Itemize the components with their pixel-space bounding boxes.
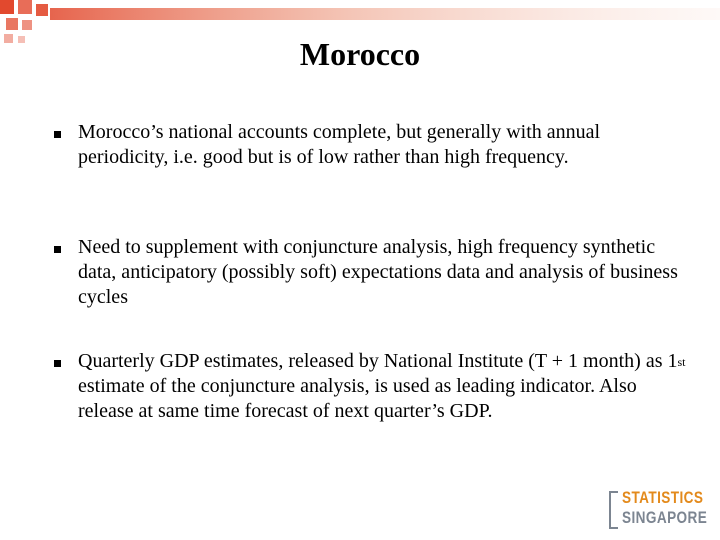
- statistics-singapore-logo: [608, 488, 708, 536]
- bullet-text-part: Quarterly GDP estimates, released by National Institute (T + 1 month) as 1: [78, 350, 678, 372]
- bullet-text: Morocco’s national accounts complete, but generally with annual periodicity, i.e. good but is of low rather than high frequency.: [78, 121, 601, 168]
- logo-line-2: SINGAPORE: [622, 508, 708, 527]
- slide-title: Morocco: [299, 36, 421, 72]
- bullet-text: Need to supplement with conjuncture analysis, high frequency synthetic data, anticipatory (possibly soft) expectations data and analysis of business cycles: [78, 236, 678, 308]
- bullet-text: [78, 349, 688, 424]
- logo-line-1: STATISTICS: [622, 488, 704, 507]
- square-bullet-icon: [54, 131, 61, 138]
- square-bullet-icon: [54, 246, 61, 253]
- ordinal-superscript: st: [677, 355, 686, 369]
- bullet-text-part: estimate of the conjuncture analysis, is used as leading indicator. Also release at same time forecast of next quarter’s GDP.: [78, 375, 637, 422]
- square-bullet-icon: [54, 360, 61, 367]
- logo-bracket-icon: [608, 490, 620, 530]
